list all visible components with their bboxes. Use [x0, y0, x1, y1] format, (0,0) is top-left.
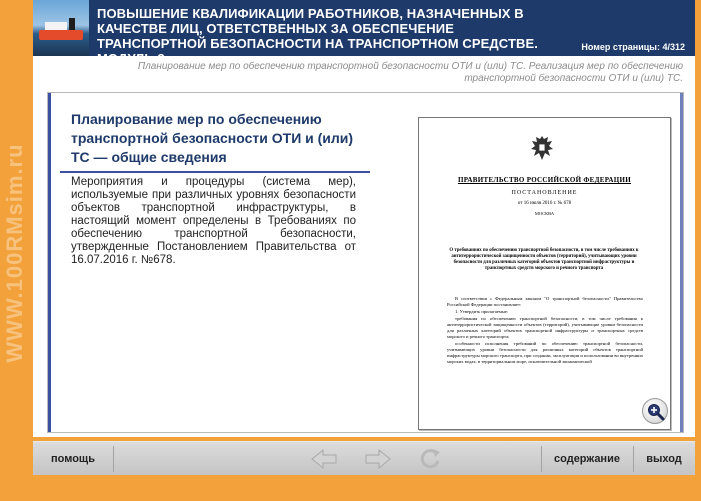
- section-title: Планирование мер по обеспечению транспортной безопасности ОТИ и (или) ТС — общие сведения: [71, 111, 354, 165]
- bottom-toolbar: [33, 441, 695, 475]
- contents-button[interactable]: содержание: [554, 453, 620, 465]
- zoom-in-icon: [646, 402, 666, 422]
- doc-city: МОСКВА: [534, 211, 555, 216]
- header-ship-image: [33, 0, 89, 56]
- help-button[interactable]: помощь: [51, 453, 95, 465]
- right-accent-bar: [680, 93, 683, 432]
- back-arrow-icon[interactable]: [309, 446, 339, 472]
- document-preview[interactable]: [418, 117, 671, 430]
- section-body: Мероприятия и процедуры (система мер), используемые при различных уровнях безопасности объектов транспортной инфраструктуры, в настоящий момент определены в Требованиях по обеспечению транспортной безопасности, утвержденные Постановлением Правительства от 16.07.2016 г. №678.: [71, 176, 356, 266]
- forward-arrow-icon[interactable]: [363, 446, 393, 472]
- left-accent-bar: [48, 93, 51, 432]
- emblem-icon: [529, 134, 555, 162]
- doc-paragraph: 1. Утвердить прилагаемые:: [455, 309, 509, 314]
- reload-icon[interactable]: [416, 446, 446, 472]
- doc-paragraph: требования по обеспечению транспортной безопасности, в том числе требования к антитеррористической защищенности объектов (территорий), учитывающие уровни безопасности для различных категорий объектов транспортной инфраструктуры и транспортных средств морского и речного транспорта;: [447, 316, 643, 339]
- toolbar-divider: [113, 446, 114, 472]
- doc-heading: О требованиях по обеспечению транспортной безопасности, в том числе требованиях к антитеррористической защищенности объектов (территорий), учитывающих уровни безопасности для различных категорий объектов транспортной инфраструктуры и транспортных средств морского и речного транспорта: [449, 248, 639, 271]
- page-number: Номер страницы: 4/312: [581, 42, 685, 52]
- breadcrumb: Планирование мер по обеспечению транспортной безопасности ОТИ и (или) ТС. Реализация мер по обеспечению транспортной безопасности ОТИ и (или) ТС.: [137, 61, 683, 84]
- doc-kind: ПОСТАНОВЛЕНИЕ: [511, 190, 578, 196]
- doc-paragraph: В соответствии с Федеральным законом "О транспортной безопасности" Правительство Российской Федерации постановляет:: [447, 296, 643, 307]
- doc-paragraph: особенности исполнения требований по обеспечению транспортной безопасности, учитывающих уровни безопасности для различных категорий объектов транспортной инфраструктуры морского транспорта, при создании, эксплуатации и использовании во внутренних морских водах, в территориальном море, исключительной экономической: [447, 341, 643, 364]
- doc-government: ПРАВИТЕЛЬСТВО РОССИЙСКОЙ ФЕДЕРАЦИИ: [458, 176, 631, 184]
- doc-text: [447, 296, 643, 366]
- watermark: WWW.100RMsim.ru: [2, 143, 27, 363]
- course-title: ПОВЫШЕНИЕ КВАЛИФИКАЦИИ РАБОТНИКОВ, НАЗНАЧЕННЫХ В КАЧЕСТВЕ ЛИЦ, ОТВЕТСТВЕННЫХ ЗА ОБЕСПЕЧЕНИЕ ТРАНСПОРТНОЙ БЕЗОПАСНОСТИ НА ТРАНСПОРТНОМ СРЕДСТВЕ.: [97, 6, 538, 51]
- title-underline: [60, 171, 370, 173]
- exit-button[interactable]: выход: [646, 453, 682, 465]
- header: [33, 0, 695, 56]
- doc-date: от 16 июля 2016 г. № 678: [517, 201, 572, 206]
- zoom-in-button[interactable]: [642, 398, 668, 424]
